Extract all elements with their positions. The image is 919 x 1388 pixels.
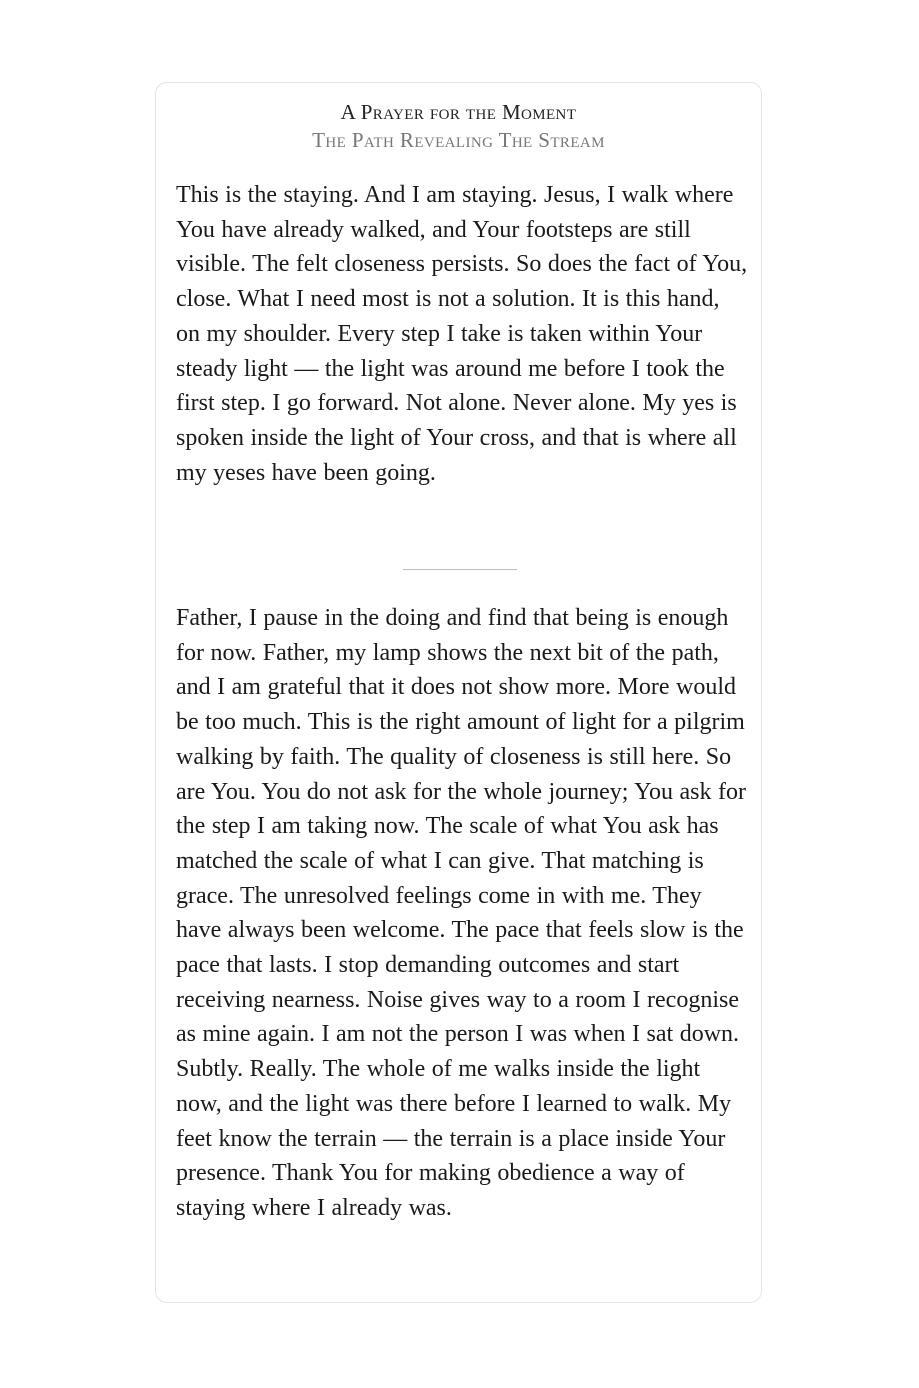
prayer-card <box>155 82 762 1303</box>
prayer-title: A Prayer for the Moment <box>340 100 577 124</box>
prayer-paragraph: Father, I pause in the doing and find that being is enough for now. Father, my lamp shows the next bit of the path, and I am grateful that it does not show more. More would be too much. This is the right amount of light for a pilgrim walking by faith. The quality of closeness is still here. So are You. You do not ask for the whole journey; You ask for the step I am taking now. The scale of what You ask has matched the scale of what I can give. That matching is grace. The unresolved feelings come in with me. They have always been welcome. The pace that feels slow is the pace that lasts. I stop demanding outcomes and start receiving nearness. Noise gives way to a room I recognise as mine again. I am not the person I was when I sat down. Subtly. Really. The whole of me walks inside the light now, and the light was there before I learned to walk. My feet know the terrain — the terrain is a place inside Your presence. Thank You for making obedience a way of staying where I already was. <box>176 605 746 1221</box>
prayer-paragraph: This is the staying. And I am staying. Jesus, I walk where You have already walked, and Your footsteps are still visible. The felt closeness persists. So does the fact of You, close. What I need most is not a solution. It is this hand, on my shoulder. Every step I take is taken within Your steady light — the light was around me before I took the first step. I go forward. Not alone. Never alone. My yes is spoken inside the light of Your cross, and that is where all my yeses have been going. <box>176 182 748 486</box>
prayer-subtitle: The Path Revealing The Stream <box>312 128 605 152</box>
section-divider <box>403 569 517 570</box>
